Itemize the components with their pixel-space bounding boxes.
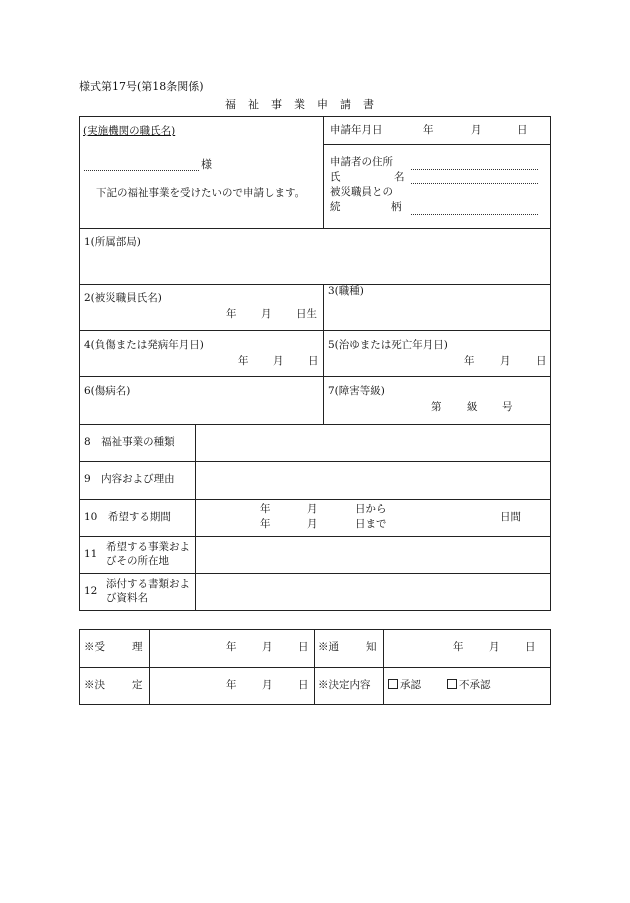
injury-day[interactable]: 日 bbox=[308, 355, 319, 367]
birth-day-suffix[interactable]: 日生 bbox=[296, 308, 317, 320]
injury-year[interactable]: 年 bbox=[238, 355, 249, 367]
recovery-day[interactable]: 日 bbox=[536, 355, 547, 367]
period-from-year[interactable]: 年 bbox=[260, 503, 271, 515]
grade-unit: 号 bbox=[502, 401, 513, 413]
decision-year[interactable]: 年 bbox=[226, 679, 237, 691]
relation-label-3: 柄 bbox=[391, 201, 402, 213]
disapprove-label: 不承認 bbox=[459, 679, 491, 691]
injury-date-label: 4(負傷または発病年月日) bbox=[84, 339, 204, 351]
form-title: 福祉事業申請書 bbox=[225, 98, 386, 111]
applicant-name-line[interactable] bbox=[411, 183, 538, 184]
period-to-year[interactable]: 年 bbox=[260, 518, 271, 530]
dept-label: 1(所属部局) bbox=[84, 236, 141, 248]
receipt-month[interactable]: 月 bbox=[262, 641, 273, 653]
receipt-day[interactable]: 日 bbox=[298, 641, 309, 653]
notice-day[interactable]: 日 bbox=[525, 641, 536, 653]
decision-label-2: 定 bbox=[132, 679, 143, 691]
form-number: 様式第17号(第18条関係) bbox=[79, 80, 204, 93]
grade-suffix: 級 bbox=[467, 401, 478, 413]
decision-month[interactable]: 月 bbox=[262, 679, 273, 691]
decision-content-label: ※決定内容 bbox=[318, 679, 371, 691]
relation-label-2: 続 bbox=[330, 201, 341, 213]
application-day[interactable]: 日 bbox=[517, 124, 528, 136]
receipt-label-2: 理 bbox=[132, 641, 143, 653]
birth-month[interactable]: 月 bbox=[261, 308, 272, 320]
welfare-type-label: 8 福祉事業の種類 bbox=[84, 436, 175, 448]
disapprove-option[interactable] bbox=[447, 679, 491, 693]
applicant-name-label-2: 名 bbox=[394, 171, 405, 183]
location-num: 11 bbox=[84, 548, 98, 560]
location-label: 希望する事業およびその所在地 bbox=[106, 541, 190, 567]
application-month[interactable]: 月 bbox=[471, 124, 482, 136]
notice-label-1: ※通 bbox=[318, 641, 339, 653]
injury-month[interactable]: 月 bbox=[273, 355, 284, 367]
request-text: 下記の福祉事業を受けたいので申請します。 bbox=[96, 187, 306, 199]
grade-prefix: 第 bbox=[431, 401, 442, 413]
relation-line[interactable] bbox=[411, 214, 538, 215]
applicant-address-line[interactable] bbox=[411, 169, 538, 170]
relation-label-1: 被災職員との bbox=[330, 186, 393, 198]
birth-year[interactable]: 年 bbox=[226, 308, 237, 320]
approve-option[interactable] bbox=[388, 679, 421, 693]
applicant-name-label-1: 氏 bbox=[330, 171, 341, 183]
recovery-month[interactable]: 月 bbox=[500, 355, 511, 367]
application-year[interactable]: 年 bbox=[423, 124, 434, 136]
recovery-date-label: 5(治ゆまたは死亡年月日) bbox=[328, 339, 448, 351]
decision-label-1: ※決 bbox=[84, 679, 105, 691]
decision-day[interactable]: 日 bbox=[298, 679, 309, 691]
notice-year[interactable]: 年 bbox=[453, 641, 464, 653]
notice-label-2: 知 bbox=[366, 641, 377, 653]
period-from-month[interactable]: 月 bbox=[307, 503, 318, 515]
receipt-year[interactable]: 年 bbox=[226, 641, 237, 653]
attach-label: 添付する書類および資料名 bbox=[106, 578, 190, 604]
period-from-suffix[interactable]: 日から bbox=[355, 503, 387, 515]
approve-checkbox[interactable] bbox=[388, 679, 398, 689]
notice-month[interactable]: 月 bbox=[489, 641, 500, 653]
period-label: 10 希望する期間 bbox=[84, 511, 171, 523]
period-days[interactable]: 日間 bbox=[500, 511, 521, 523]
attach-num: 12 bbox=[84, 585, 98, 597]
addressee-name-line[interactable] bbox=[84, 170, 199, 171]
approve-label: 承認 bbox=[400, 679, 421, 691]
content-reason-label: 9 内容および理由 bbox=[84, 473, 175, 485]
application-date-label: 申請年月日 bbox=[330, 124, 383, 136]
victim-name-label: 2(被災職員氏名) bbox=[84, 292, 162, 304]
period-to-month[interactable]: 月 bbox=[307, 518, 318, 530]
occupation-label: 3(職種) bbox=[328, 285, 364, 297]
disability-grade-label: 7(障害等級) bbox=[328, 385, 385, 397]
receipt-label-1: ※受 bbox=[84, 641, 105, 653]
applicant-address-label: 申請者の住所 bbox=[330, 156, 393, 168]
honorific: 様 bbox=[201, 158, 212, 171]
disapprove-checkbox[interactable] bbox=[447, 679, 457, 689]
addressee-label: (実施機関の職氏名) bbox=[83, 125, 176, 137]
recovery-year[interactable]: 年 bbox=[464, 355, 475, 367]
period-to-suffix[interactable]: 日まで bbox=[355, 518, 387, 530]
disease-name-label: 6(傷病名) bbox=[84, 385, 131, 397]
